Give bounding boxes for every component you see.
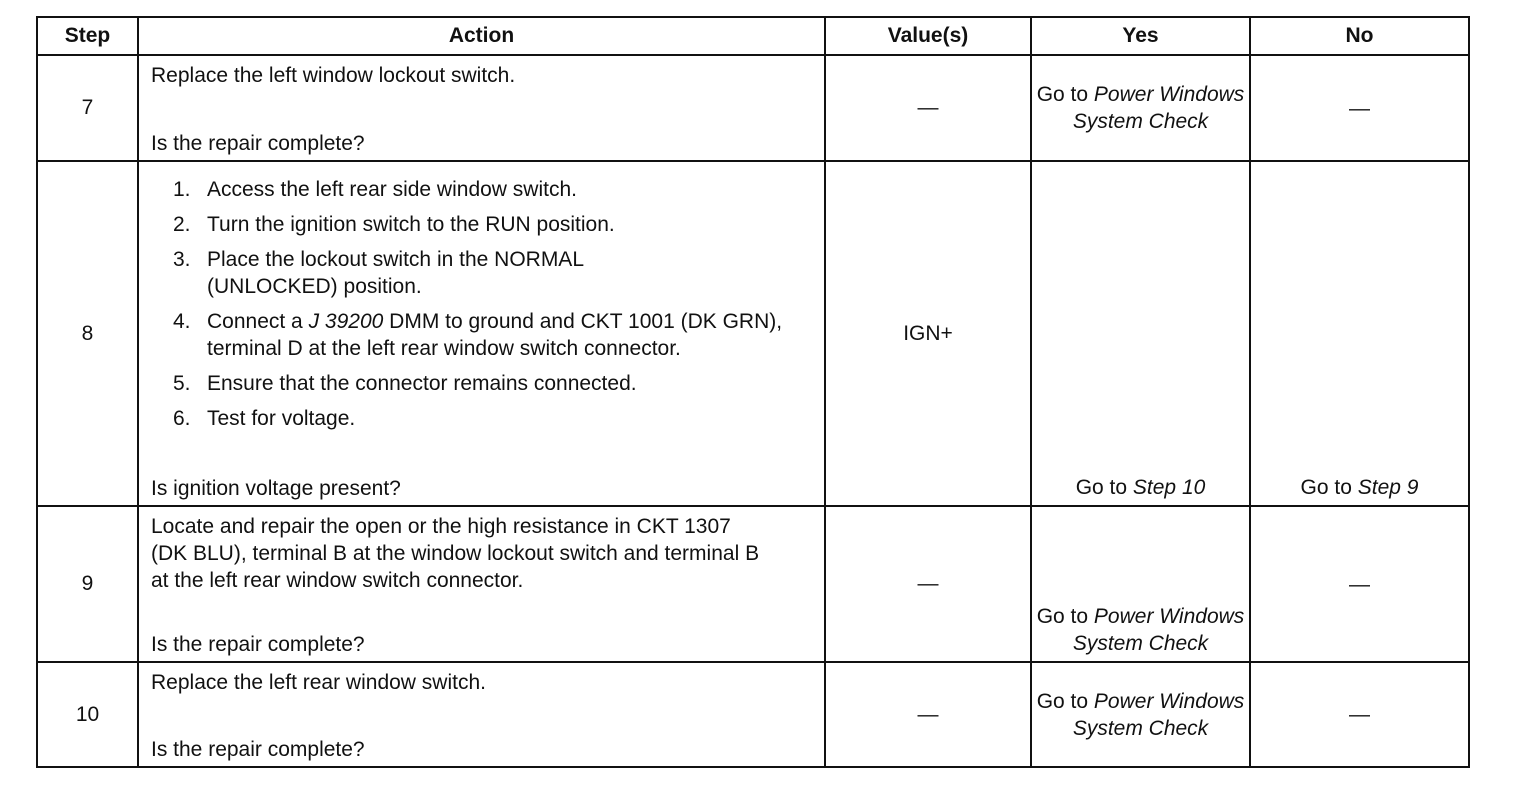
header-no: No [1250, 17, 1469, 55]
step-number: 10 [37, 662, 138, 767]
value-cell: — [825, 506, 1031, 662]
header-yes: Yes [1031, 17, 1250, 55]
yes-prefix: Go to [1036, 83, 1089, 106]
list-item: 6. Test for voltage. [173, 407, 356, 430]
yes-link[interactable]: Power Windows System Check [1072, 83, 1245, 133]
procedure-list [151, 176, 804, 432]
action-question: Is ignition voltage present? [151, 477, 401, 500]
action-text: Replace the left rear window switch. [151, 671, 486, 694]
list-item: 1. Access the left rear side window switch. [173, 178, 577, 201]
yes-prefix: Go to [1075, 476, 1128, 499]
yes-cell[interactable] [1031, 161, 1250, 506]
action-question: Is the repair complete? [151, 738, 365, 761]
yes-link[interactable]: Power Windows System Check [1072, 689, 1245, 740]
header-values: Value(s) [825, 17, 1031, 55]
action-question: Is the repair complete? [151, 633, 365, 656]
yes-prefix: Go to [1036, 689, 1089, 713]
no-link[interactable]: Step 9 [1357, 476, 1419, 499]
action-question: Is the repair complete? [151, 132, 365, 155]
list-item: 2. Turn the ignition switch to the RUN position. [173, 213, 615, 236]
table-row [37, 55, 1469, 161]
action-cell [138, 506, 825, 662]
step-number: 9 [37, 506, 138, 662]
step-number: 8 [37, 161, 138, 506]
table-row [37, 662, 1469, 767]
no-cell: — [1250, 506, 1469, 662]
header-row [37, 17, 1469, 55]
value-cell: IGN+ [825, 161, 1031, 506]
yes-cell[interactable] [1031, 506, 1250, 662]
yes-prefix: Go to [1036, 605, 1089, 628]
yes-link[interactable]: Power Windows System Check [1072, 605, 1245, 655]
tool-reference: J 39200 [308, 310, 384, 333]
no-cell: — [1250, 55, 1469, 161]
table-row [37, 161, 1469, 506]
action-cell [138, 55, 825, 161]
action-cell [138, 662, 825, 767]
action-text: Locate and repair the open or the high resistance in CKT 1307 (DK BLU), terminal B at the window lockout switch and terminal B at the left rear window switch connector. [151, 515, 760, 592]
header-action: Action [138, 17, 825, 55]
action-text: Replace the left window lockout switch. [151, 64, 516, 87]
step-number: 7 [37, 55, 138, 161]
no-cell[interactable] [1250, 161, 1469, 506]
diagnostic-table [36, 16, 1470, 768]
no-prefix: Go to [1300, 476, 1352, 499]
yes-cell[interactable] [1031, 662, 1250, 767]
table-row [37, 506, 1469, 662]
list-item: 3. Place the lockout switch in the NORMAL (UNLOCKED) position. [173, 248, 584, 298]
yes-cell[interactable] [1031, 55, 1250, 161]
yes-link[interactable]: Step 10 [1132, 476, 1206, 499]
list-item: 5. Ensure that the connector remains connected. [173, 372, 637, 395]
value-cell: — [825, 55, 1031, 161]
header-step: Step [37, 17, 138, 55]
action-cell [138, 161, 825, 506]
list-item: 4. Connect a J 39200 DMM to ground and CKT 1001 (DK GRN), terminal D at the left rear window switch connector. [173, 310, 783, 360]
value-cell: — [825, 662, 1031, 767]
no-cell: — [1250, 662, 1469, 767]
